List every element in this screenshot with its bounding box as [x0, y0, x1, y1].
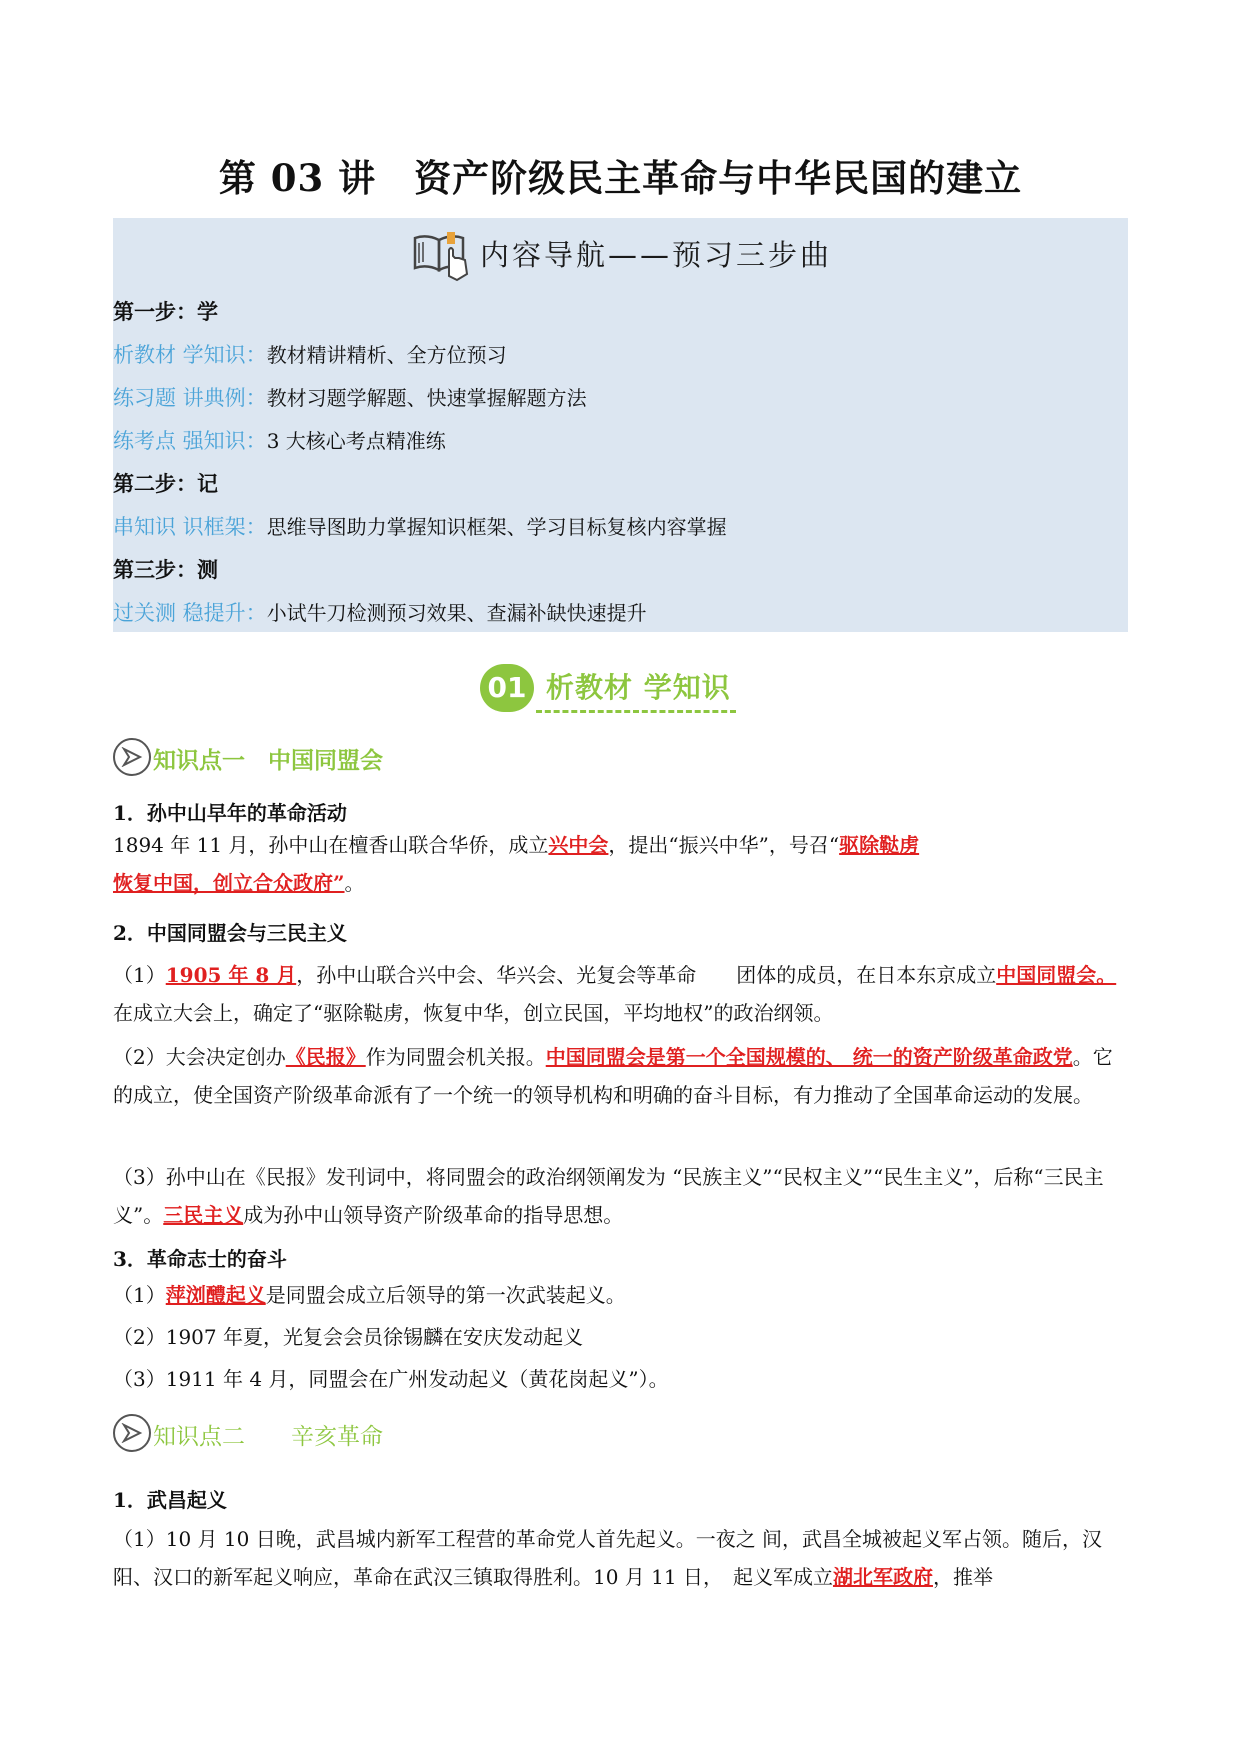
knowledge-point-1-title: 知识点一 中国同盟会 [153, 748, 383, 774]
kp1-heading-1: 1．孙中山早年的革命活动 [113, 801, 347, 825]
book-pointer-icon [409, 224, 473, 282]
key-term: 中国同盟会是第一个全国规模的、 统一的资产阶级革命政党 [545, 1045, 1073, 1069]
nav-row-2-text: 教材习题学解题、快速掌握解题方法 [266, 386, 587, 410]
section-badge [480, 658, 780, 718]
text-span: （1） [113, 963, 166, 987]
section-label: 析教材 学知识 [546, 671, 731, 704]
nav-header [113, 224, 1128, 288]
nav-row-4 [113, 512, 727, 542]
arrow-circle-icon [113, 738, 151, 776]
text-span: ，提出“振兴中华”，号召“ [608, 833, 840, 857]
text-span: ，推举 [932, 1565, 993, 1589]
key-term: 中国同盟会。 [996, 963, 1117, 987]
kp1-paragraph-3 [113, 1038, 1128, 1114]
nav-row-2-highlight: 练习题 讲典例： [113, 386, 267, 410]
kp2-heading-1: 1．武昌起义 [113, 1488, 227, 1512]
nav-row-3-text: 3 大核心考点精准练 [266, 429, 446, 453]
nav-title: 内容导航——预习三步曲 [480, 237, 833, 272]
knowledge-point-2-title: 知识点二 辛亥革命 [153, 1424, 383, 1450]
text-span: 1894 年 11 月，孙中山在檀香山联合华侨，成立 [113, 833, 549, 857]
text-span: （1）10 月 10 日晚，武昌城内新军工程营的革命党人首先起义。一夜之 间，武昌全城被起义军占领。随后，汉阳、汉口的新军起义响应，革命在武汉三镇取得胜利。10 月 11 日， 起义军成立 [113, 1527, 1103, 1589]
key-term: 三民主义 [163, 1203, 244, 1227]
step-1-label: 第一步：学 [113, 299, 218, 324]
text-span: 作为同盟会机关报。 [365, 1045, 546, 1069]
nav-row-5-highlight: 过关测 稳提升： [113, 601, 267, 625]
key-term: 萍浏醴起义 [165, 1283, 266, 1307]
key-term: 驱除鞑虏 [839, 833, 920, 857]
key-term: 恢复中国，创立合众政府” [113, 871, 345, 895]
text-span: 。它的成立，使全国资产阶级革命派有了一个统一的领导机构和明确的奋斗目标，有力推动了全国革命运动的发展。 [113, 1045, 1113, 1107]
text-span: （3）孙中山在《民报》发刊词中，将同盟会的政治纲领阐发为 “民族主义”“民权主义”“民生主义”，后称“三民主义”。 [113, 1165, 1104, 1227]
text-span: 成为孙中山领导资产阶级革命的指导思想。 [243, 1203, 624, 1227]
nav-row-4-text: 思维导图助力掌握知识框架、学习目标复核内容掌握 [266, 515, 727, 539]
text-span: 在成立大会上，确定了“驱除鞑虏，恢复中华，创立民国，平均地权”的政治纲领。 [113, 1001, 834, 1025]
kp1-paragraph-4 [113, 1158, 1128, 1234]
arrow-circle-icon [113, 1414, 151, 1452]
nav-row-2 [113, 383, 587, 413]
key-term: 兴中会 [548, 833, 609, 857]
text-span: （1） [113, 1283, 166, 1307]
text-span: 。 [344, 871, 365, 895]
text-span: 是同盟会成立后领导的第一次武装起义。 [265, 1283, 626, 1307]
kp1-paragraph-6: （2）1907 年夏，光复会会员徐锡麟在安庆发动起义 [113, 1325, 583, 1349]
nav-row-4-highlight: 串知识 识框架： [113, 515, 267, 539]
key-term: 1905 年 8 月 [165, 963, 297, 987]
nav-row-3-highlight: 练考点 强知识： [113, 429, 267, 453]
page-title: 第 03 讲 资产阶级民主革命与中华民国的建立 [218, 156, 1023, 200]
text-span: ，孙中山联合兴中会、华兴会、光复会等革命 团体的成员，在日本东京成立 [296, 963, 997, 987]
section-dash-underline [536, 710, 736, 713]
step-2-label: 第二步：记 [113, 471, 218, 496]
nav-row-1-text: 教材精讲精析、全方位预习 [266, 343, 507, 367]
kp1-heading-3: 3．革命志士的奋斗 [113, 1247, 287, 1271]
key-term: 《民报》 [285, 1045, 366, 1069]
content-nav-box [113, 218, 1128, 632]
section-number: 01 [480, 664, 534, 712]
nav-row-5-text: 小试牛刀检测预习效果、查漏补缺快速提升 [266, 601, 647, 625]
nav-row-3 [113, 426, 446, 456]
kp2-paragraph-1 [113, 1520, 1128, 1596]
text-span: （2）大会决定创办 [113, 1045, 286, 1069]
kp1-heading-2: 2．中国同盟会与三民主义 [113, 921, 347, 945]
nav-row-1 [113, 340, 507, 370]
kp1-paragraph-5 [113, 1276, 1128, 1314]
kp1-paragraph-1 [113, 826, 1128, 902]
nav-row-5 [113, 598, 647, 628]
kp1-paragraph-2 [113, 956, 1128, 1032]
key-term: 湖北军政府 [832, 1565, 933, 1589]
kp1-paragraph-7: （3）1911 年 4 月，同盟会在广州发动起义（黄花岗起义”）。 [113, 1367, 669, 1391]
step-3-label: 第三步：测 [113, 557, 218, 582]
nav-row-1-highlight: 析教材 学知识： [113, 343, 267, 367]
